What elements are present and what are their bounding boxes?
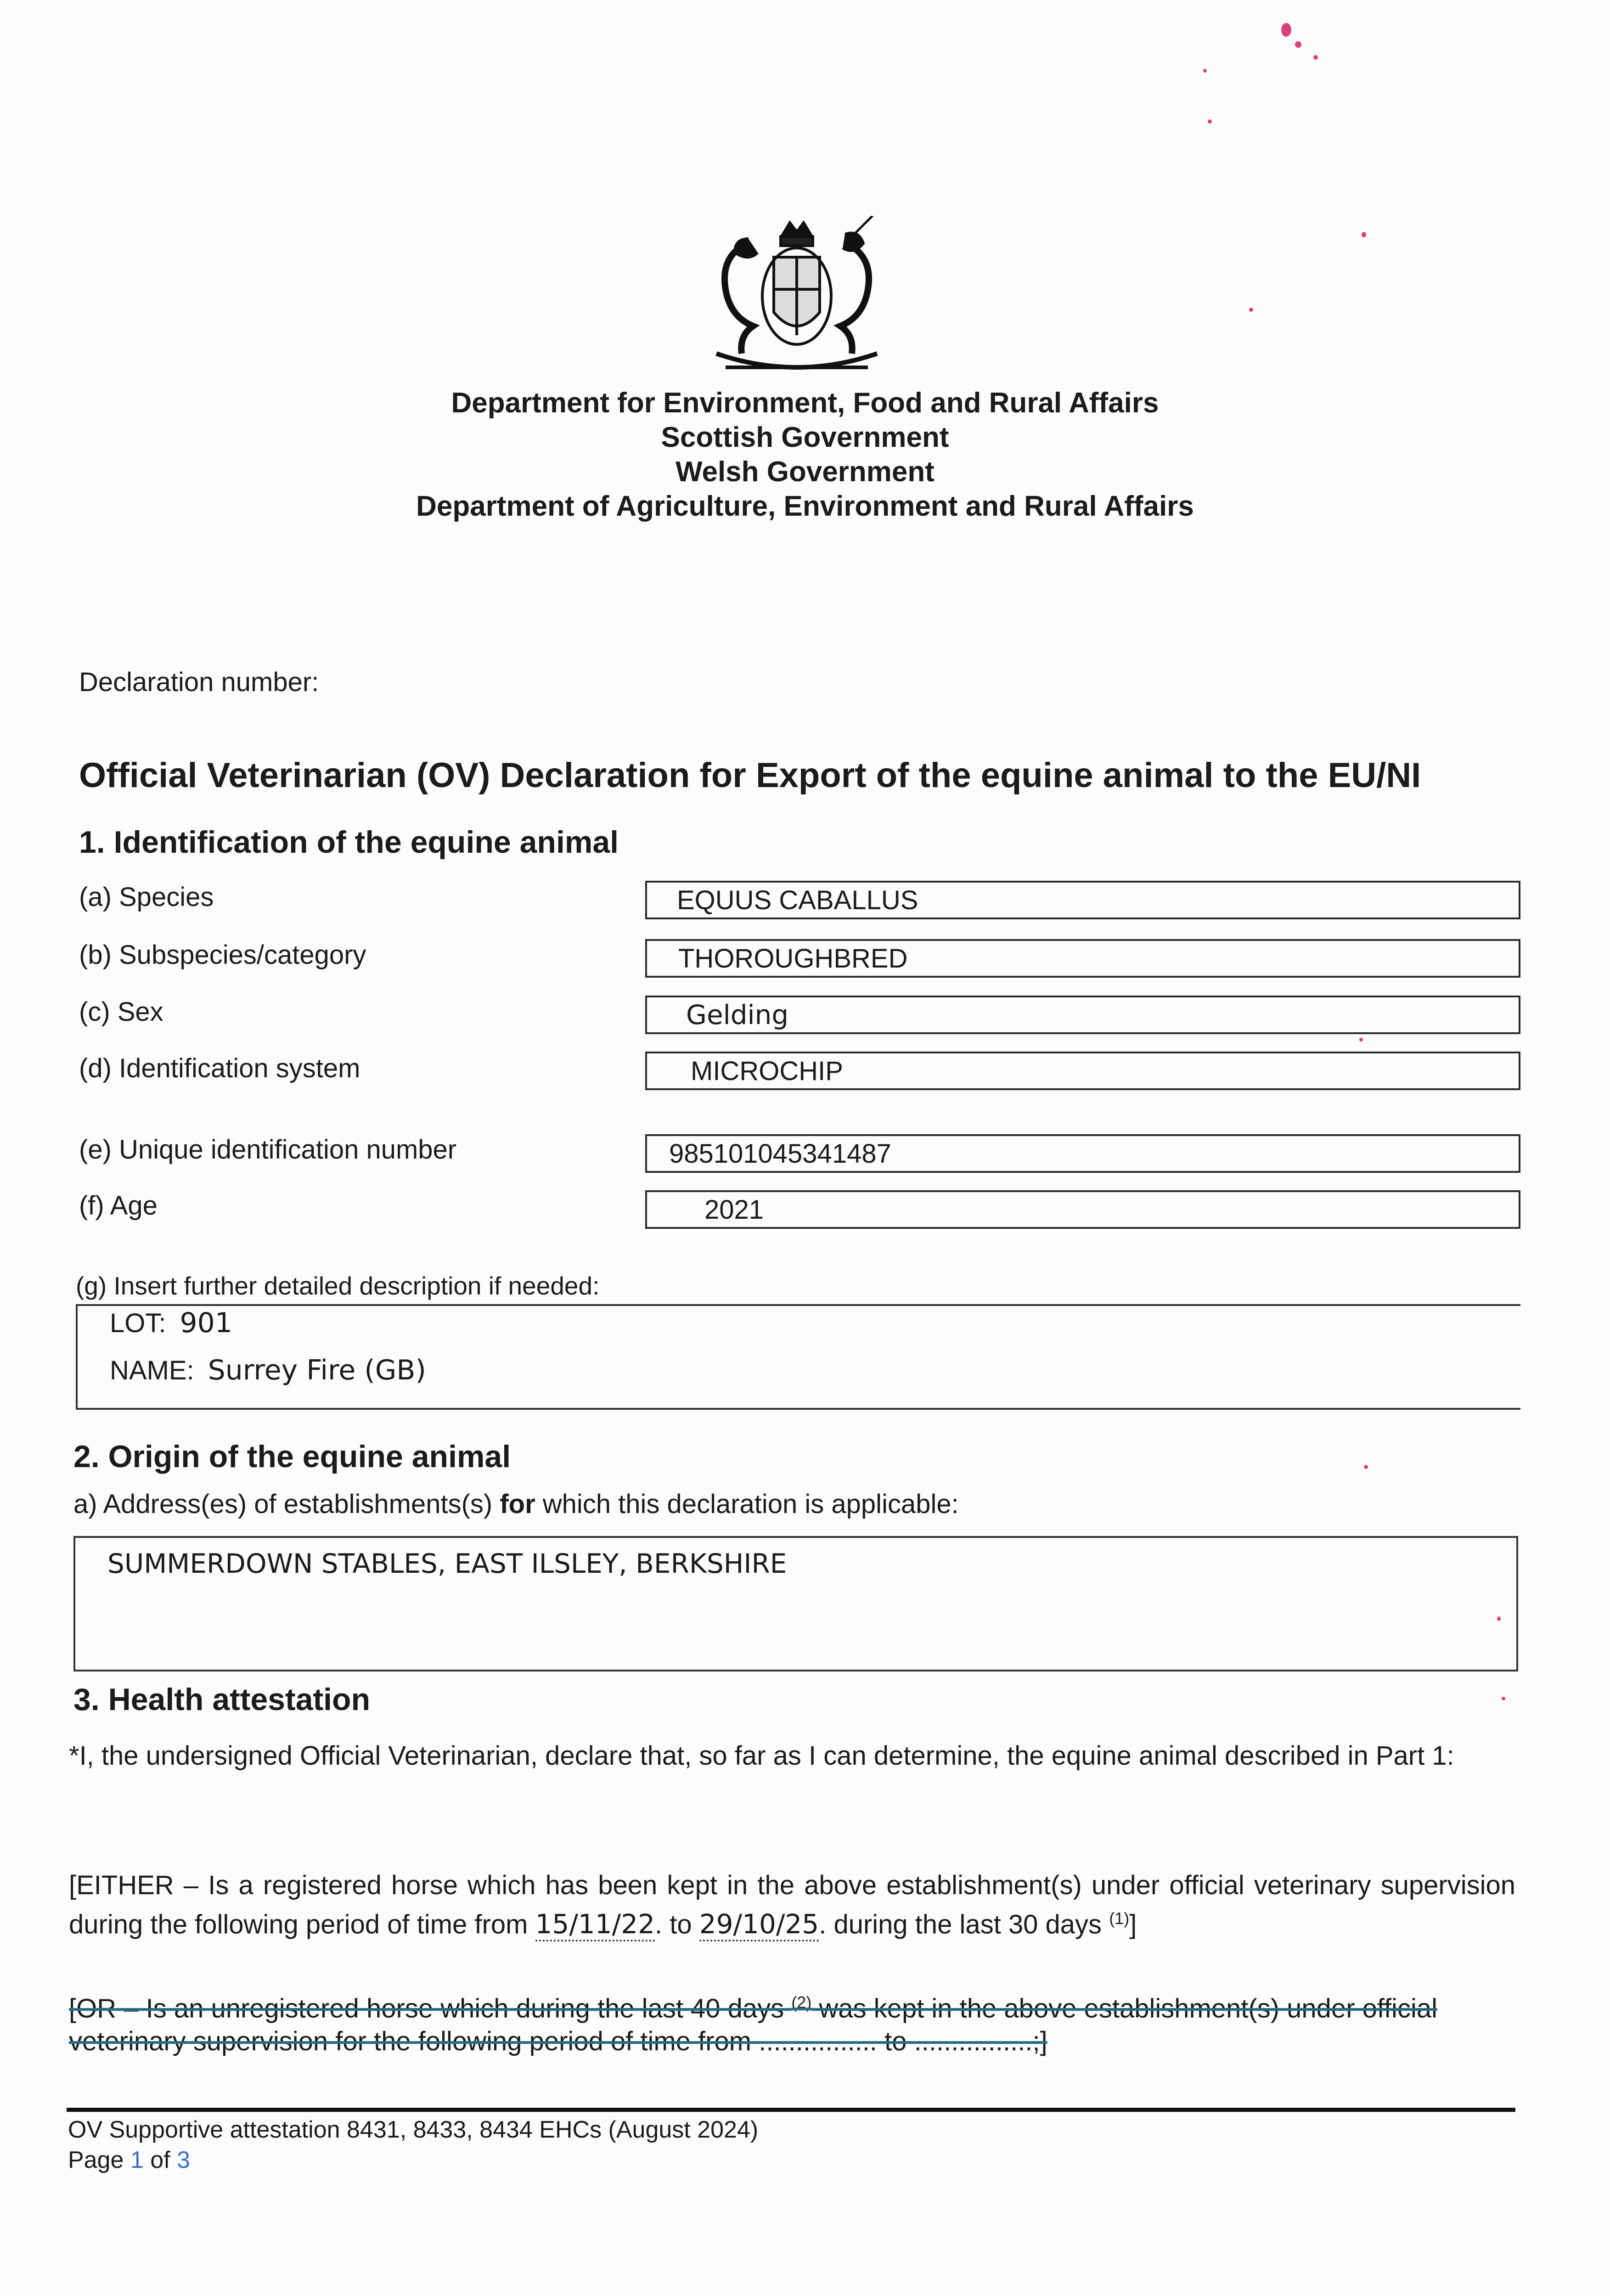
of-word: of	[150, 2147, 170, 2173]
footnote-1: (1)	[1109, 1909, 1130, 1928]
department-line: Welsh Government	[676, 456, 934, 488]
section-3-heading: 3. Health attestation	[73, 1682, 371, 1717]
date-from: 15/11/22	[535, 1908, 655, 1941]
department-line: Department of Agriculture, Environment and Rural Affairs	[416, 490, 1194, 522]
or-paragraph-struck	[69, 1986, 1515, 2058]
subspecies-value: THOROUGHBRED	[678, 943, 908, 974]
date-to: 29/10/25	[699, 1908, 819, 1941]
lot-label: LOT:	[110, 1308, 166, 1338]
unique-id-field[interactable]	[645, 1134, 1520, 1173]
address-value: SUMMERDOWN STABLES, EAST ILSLEY, BERKSHIRE	[107, 1548, 787, 1579]
unique-id-label: (e) Unique identification number	[79, 1135, 457, 1165]
footer-rule	[67, 2108, 1515, 2112]
sex-label: (c) Sex	[79, 997, 163, 1027]
address-label-start: a) Address(es) of establishments(s)	[73, 1489, 500, 1519]
age-field[interactable]	[645, 1190, 1520, 1229]
footnote-2: (2)	[791, 1993, 812, 2012]
lot-row	[110, 1307, 232, 1339]
name-row	[110, 1354, 426, 1386]
age-value: 2021	[704, 1194, 764, 1225]
id-system-field[interactable]	[645, 1052, 1520, 1090]
section-1-heading: 1. Identification of the equine animal	[79, 825, 619, 860]
page-indicator	[68, 2145, 758, 2175]
department-line: Scottish Government	[661, 422, 949, 453]
or-text-start: [OR – Is an unregistered horse which during the last 40 days	[69, 1993, 792, 2024]
either-close: ]	[1129, 1909, 1137, 1940]
either-paragraph	[69, 1869, 1515, 1941]
id-system-value: MICROCHIP	[691, 1056, 843, 1086]
departments-header	[0, 386, 1610, 523]
description-box[interactable]	[76, 1304, 1520, 1410]
footer	[68, 2115, 758, 2175]
sex-value: Gelding	[686, 999, 789, 1030]
either-text-mid: . to	[655, 1909, 699, 1940]
name-label: NAME:	[110, 1356, 194, 1385]
subspecies-field[interactable]	[645, 939, 1520, 978]
department-line: Department for Environment, Food and Rural Affairs	[451, 387, 1159, 419]
address-box[interactable]	[73, 1536, 1518, 1671]
unique-id-value: 985101045341487	[669, 1138, 891, 1169]
species-field[interactable]	[645, 881, 1520, 919]
lot-value: 901	[180, 1307, 233, 1339]
address-label-bold: for	[500, 1489, 535, 1519]
species-value: EQUUS CABALLUS	[677, 885, 918, 915]
royal-coat-of-arms-icon	[689, 216, 905, 386]
sex-field[interactable]	[645, 996, 1520, 1034]
id-system-label: (d) Identification system	[79, 1053, 360, 1083]
either-text-after: . during the last 30 days	[819, 1909, 1109, 1940]
address-label	[73, 1489, 959, 1519]
declaration-number-label: Declaration number:	[79, 667, 319, 697]
page-current: 1	[130, 2147, 144, 2173]
document-title: Official Veterinarian (OV) Declaration for Export of the equine animal to the EU/NI	[79, 756, 1421, 795]
description-label: (g) Insert further detailed description if needed:	[76, 1272, 600, 1300]
declaration-paragraph: *I, the undersigned Official Veterinarian, declare that, so far as I can determine, the equine animal described in Part 1:	[69, 1741, 1454, 1771]
species-label: (a) Species	[79, 882, 214, 912]
footer-reference: OV Supportive attestation 8431, 8433, 8434 EHCs (August 2024)	[68, 2116, 759, 2143]
section-2-heading: 2. Origin of the equine animal	[73, 1439, 511, 1474]
age-label: (f) Age	[79, 1191, 158, 1221]
or-text-end: was kept in the above establishment(s) under official veterinary supervision for the following period of time from ................ to ................;]	[69, 1993, 1437, 2057]
page-total: 3	[177, 2147, 191, 2173]
either-text-start: [EITHER – Is a registered horse which has been kept in the above establishment(s) under official veterinary supervision during the following period of time from	[69, 1870, 1515, 1940]
subspecies-label: (b) Subspecies/category	[79, 940, 366, 970]
address-label-end: which this declaration is applicable:	[535, 1489, 959, 1519]
page-word: Page	[68, 2147, 124, 2173]
name-value: Surrey Fire (GB)	[208, 1354, 426, 1386]
